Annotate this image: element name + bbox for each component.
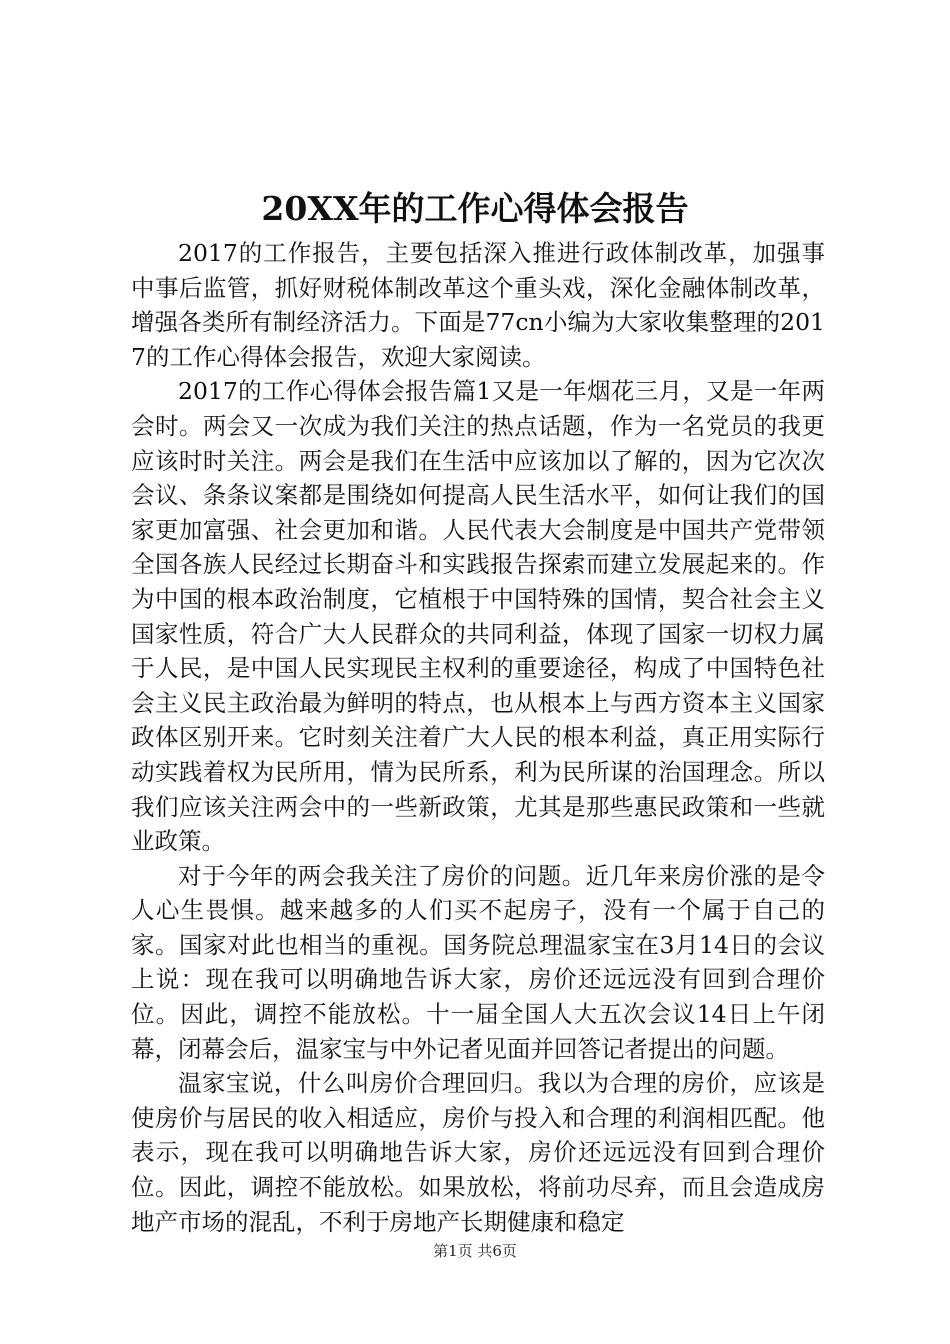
- paragraph-report-1: 2017的工作心得体会报告篇1又是一年烟花三月，又是一年两会时。两会又一次成为我们关注的热点话题，作为一名党员的我更应该时时关注。两会是我们在生活中应该加以了解的，因为它次次会议、条条议案都是围绕如何提高人民生活水平，如何让我们的国家更加富强、社会更加和谐。人民代表大会制度是中国共产党带领全国各族人民经过长期奋斗和实践报告探索而建立发展起来的。作为中国的根本政治制度，它植根于中国特殊的国情，契合社会主义国家性质，符合广大人民群众的共同利益，体现了国家一切权力属于人民，是中国人民实现民主权利的重要途径，构成了中国特色社会主义民主政治最为鲜明的特点，也从根本上与西方资本主义国家政体区别开来。它时刻关注着广大人民的根本利益，真正用实际行动实践着权为民所用，情为民所系，利为民所谋的治国理念。所以我们应该关注两会中的一些新政策，尤其是那些惠民政策和一些就业政策。: [131, 377, 825, 856]
- paragraph-housing-prices: 对于今年的两会我关注了房价的问题。近几年来房价涨的是令人心生畏惧。越来越多的人们买不起房子，没有一个属于自己的家。国家对此也相当的重视。国务院总理温家宝在3月14日的会议上说：现在我可以明确地告诉大家，房价还远远没有回到合理价位。因此，调控不能放松。十一届全国人大五次会议14日上午闭幕，闭幕会后，温家宝与中外记者见面并回答记者提出的问题。: [131, 861, 825, 1063]
- page-footer: 第1页 共6页: [433, 1242, 517, 1260]
- paragraph-intro: 2017的工作报告，主要包括深入推进行政体制改革，加强事中事后监管，抓好财税体制改革这个重头戏，深化金融体制改革，增强各类所有制经济活力。下面是77cn小编为大家收集整理的2017的工作心得体会报告，欢迎大家阅读。: [131, 239, 825, 371]
- document-title: 20XX年的工作心得体会报告: [261, 189, 689, 228]
- paragraph-wen-jiabao: 温家宝说，什么叫房价合理回归。我以为合理的房价，应该是使房价与居民的收入相适应，房价与投入和合理的利润相匹配。他表示，现在我可以明确地告诉大家，房价还远远没有回到合理价位。因此，调控不能放松。如果放松，将前功尽弃，而且会造成房地产市场的混乱，不利于房地产长期健康和稳定: [131, 1069, 825, 1236]
- document-body: [131, 236, 825, 1239]
